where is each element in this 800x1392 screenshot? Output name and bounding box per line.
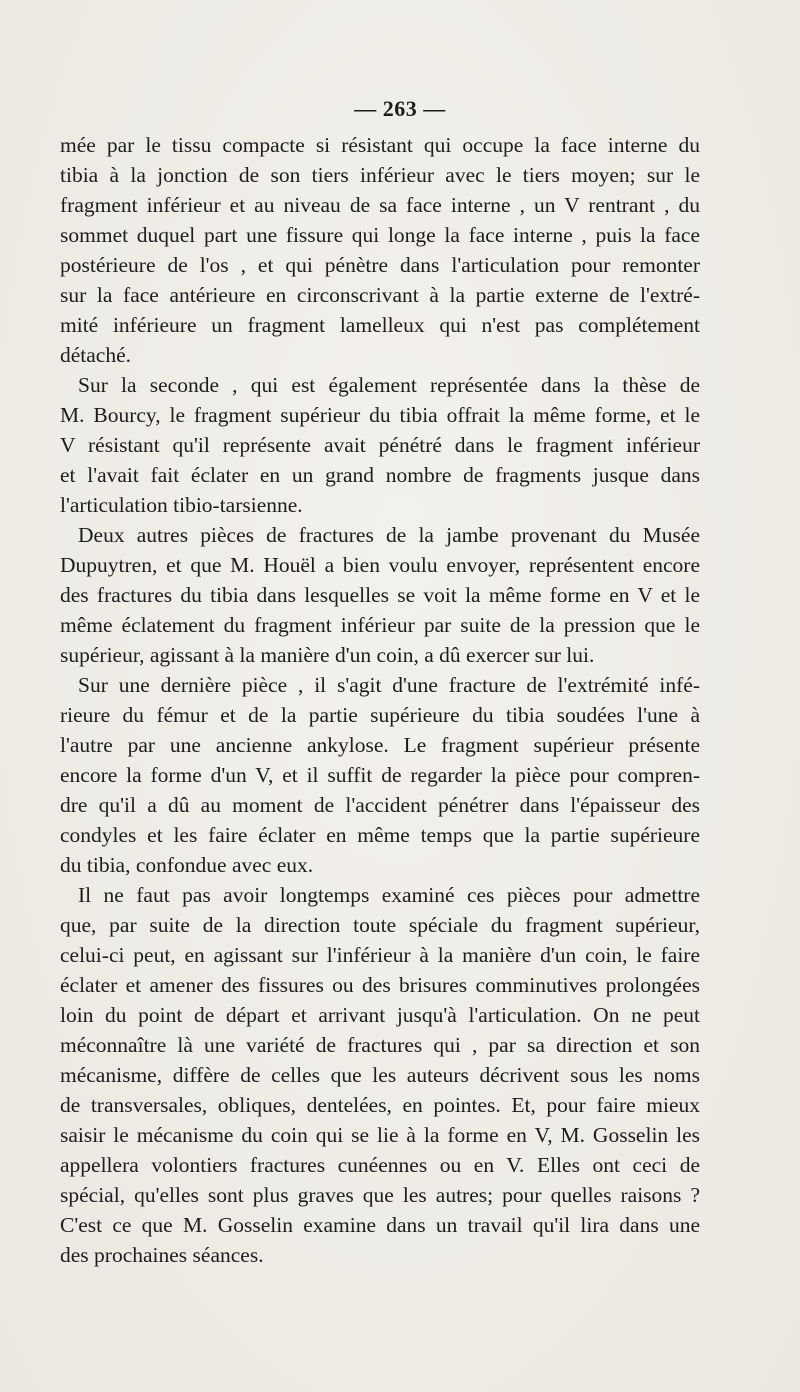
text-line: détaché. [60, 343, 132, 367]
text-line: sur la face antérieure en circonscrivant à la partie externe de l'extré- [60, 283, 700, 307]
text-line: dre qu'il a dû au moment de l'accident pénétrer dans l'épaisseur des [60, 793, 700, 817]
paragraph [60, 520, 700, 670]
text-line: Sur la seconde , qui est également représentée dans la thèse de [78, 373, 700, 397]
text-line: mécanisme, diffère de celles que les auteurs décrivent sous les noms [60, 1063, 700, 1087]
text-line: saisir le mécanisme du coin qui se lie à la forme en V, M. Gosselin les [60, 1123, 700, 1147]
page-number: — 263 — [354, 96, 446, 121]
text-line: que, par suite de la direction toute spéciale du fragment supérieur, [60, 913, 700, 937]
text-line: C'est ce que M. Gosselin examine dans un travail qu'il lira dans une [60, 1213, 700, 1237]
text-line: méconnaître là une variété de fractures qui , par sa direction et son [60, 1033, 700, 1057]
text-line: fragment inférieur et au niveau de sa face interne , un V rentrant , du [60, 193, 700, 217]
text-line: l'articulation tibio-tarsienne. [60, 493, 303, 517]
text-line: tibia à la jonction de son tiers inférieur avec le tiers moyen; sur le [60, 163, 700, 187]
text-line: Sur une dernière pièce , il s'agit d'une fracture de l'extrémité infé- [78, 673, 700, 697]
text-line: l'autre par une ancienne ankylose. Le fragment supérieur présente [60, 733, 700, 757]
text-line: loin du point de départ et arrivant jusqu'à l'articulation. On ne peut [60, 1003, 700, 1027]
paragraph [60, 670, 700, 880]
text-line: de transversales, obliques, dentelées, en pointes. Et, pour faire mieux [60, 1093, 700, 1117]
text-line: spécial, qu'elles sont plus graves que les autres; pour quelles raisons ? [60, 1183, 700, 1207]
text-line: des prochaines séances. [60, 1243, 264, 1267]
body-text [60, 130, 700, 1270]
text-line: supérieur, agissant à la manière d'un coin, a dû exercer sur lui. [60, 643, 595, 667]
text-line: Il ne faut pas avoir longtemps examiné ces pièces pour admettre [78, 883, 700, 907]
text-line: appellera volontiers fractures cunéennes ou en V. Elles ont ceci de [60, 1153, 700, 1177]
text-line: Dupuytren, et que M. Houël a bien voulu envoyer, représentent encore [60, 553, 700, 577]
text-line: postérieure de l'os , et qui pénètre dans l'articulation pour remonter [60, 253, 700, 277]
paragraph [60, 880, 700, 1270]
text-line: condyles et les faire éclater en même temps que la partie supérieure [60, 823, 700, 847]
text-line: rieure du fémur et de la partie supérieure du tibia soudées l'une à [60, 703, 700, 727]
text-line: Deux autres pièces de fractures de la jambe provenant du Musée [78, 523, 700, 547]
text-line: celui-ci peut, en agissant sur l'inférieur à la manière d'un coin, le faire [60, 943, 700, 967]
text-line: M. Bourcy, le fragment supérieur du tibia offrait la même forme, et le [60, 403, 700, 427]
text-line: du tibia, confondue avec eux. [60, 853, 314, 877]
text-line: et l'avait fait éclater en un grand nombre de fragments jusque dans [60, 463, 700, 487]
text-line: mée par le tissu compacte si résistant qui occupe la face interne du [60, 133, 700, 157]
text-line: mité inférieure un fragment lamelleux qui n'est pas complétement [60, 313, 700, 337]
text-line: sommet duquel part une fissure qui longe la face interne , puis la face [60, 223, 700, 247]
text-line: V résistant qu'il représente avait pénétré dans le fragment inférieur [60, 433, 700, 457]
paragraph [60, 130, 700, 370]
text-line: même éclatement du fragment inférieur par suite de la pression que le [60, 613, 700, 637]
text-line: des fractures du tibia dans lesquelles se voit la même forme en V et le [60, 583, 700, 607]
text-line: encore la forme d'un V, et il suffit de regarder la pièce pour compren- [60, 763, 700, 787]
paragraph [60, 370, 700, 520]
text-line: éclater et amener des fissures ou des brisures comminutives prolongées [60, 973, 700, 997]
